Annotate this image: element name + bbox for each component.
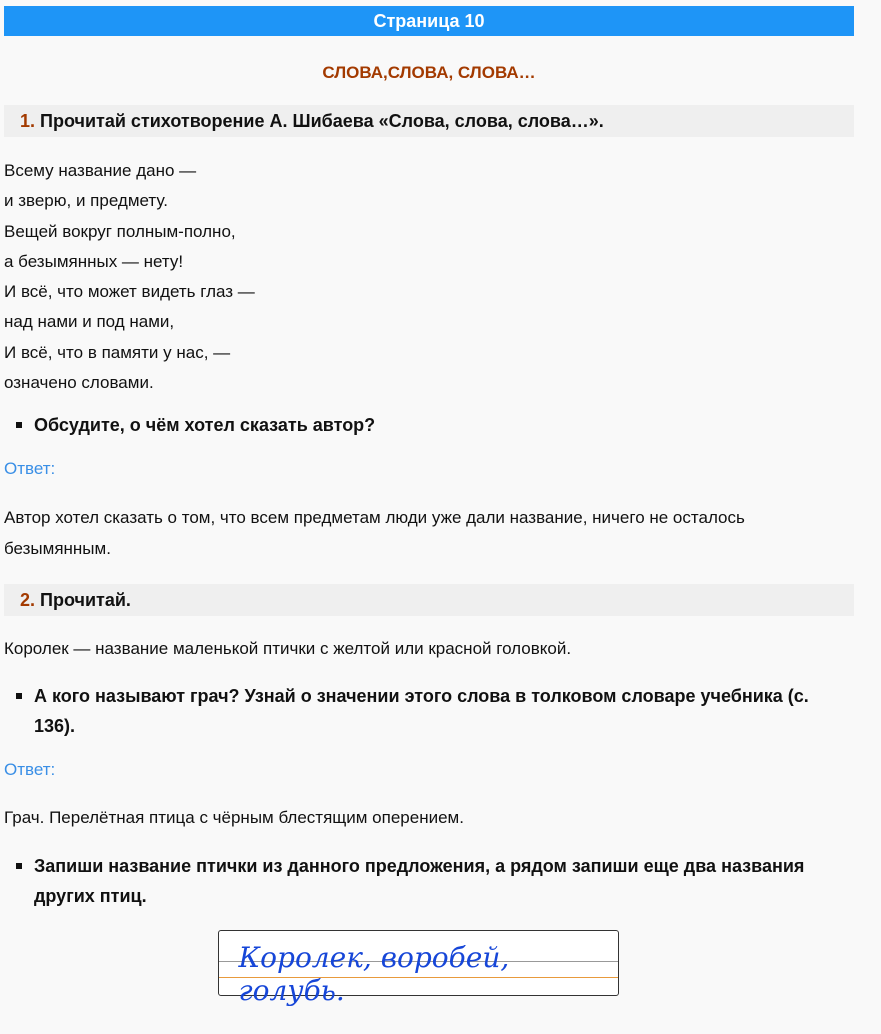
poem	[4, 156, 854, 398]
task-1-heading	[4, 105, 854, 137]
bullet-icon	[16, 693, 22, 699]
page-banner: Страница 10	[4, 6, 854, 36]
handwriting-image	[218, 930, 619, 1008]
poem-line: а безымянных — нету!	[4, 251, 184, 271]
poem-line: Всему название дано —	[4, 161, 197, 180]
answer-text: Автор хотел сказать о том, что всем предметам люди уже дали название, ничего не осталось безымянным.	[4, 508, 745, 559]
section-title: СЛОВА,СЛОВА, СЛОВА…	[322, 63, 536, 82]
task-number: 1.	[20, 111, 36, 131]
poem-line: означено словами.	[4, 373, 154, 393]
task-number: 2.	[20, 590, 36, 611]
answer-label: Ответ:	[4, 760, 56, 780]
answer-label: Ответ:	[4, 459, 56, 479]
handwriting-text: Королек, воробей, голубь.	[238, 941, 510, 1008]
task-2-heading	[4, 584, 854, 616]
question	[4, 851, 854, 911]
task-text: Прочитай стихотворение А. Шибаева «Слова, слова, слова…».	[35, 111, 604, 131]
question-text: Обсудите, о чём хотел сказать автор?	[34, 415, 376, 436]
question	[4, 410, 854, 440]
question-text: А кого называют грач? Узнай о значении этого слова в толковом словаре учебника (с. 136).	[34, 686, 809, 737]
task-text: Прочитай.	[35, 590, 131, 611]
sentence: Королек — название маленькой птички с желтой или красной головкой.	[4, 639, 572, 659]
poem-line: И всё, что может видеть глаз —	[4, 282, 255, 302]
poem-line: Вещей вокруг полным-полно,	[4, 221, 236, 241]
poem-line: И всё, что в памяти у нас, —	[4, 342, 231, 362]
question-text: Запиши название птички из данного предложения, а рядом запиши еще два названия других птиц.	[34, 856, 805, 907]
bullet-icon	[16, 863, 22, 869]
question	[4, 681, 854, 741]
poem-line: над нами и под нами,	[4, 312, 175, 332]
poem-line: и зверю, и предмету.	[4, 191, 168, 211]
bullet-icon	[16, 422, 22, 428]
answer-text: Грач. Перелётная птица с чёрным блестящим оперением.	[4, 808, 464, 828]
